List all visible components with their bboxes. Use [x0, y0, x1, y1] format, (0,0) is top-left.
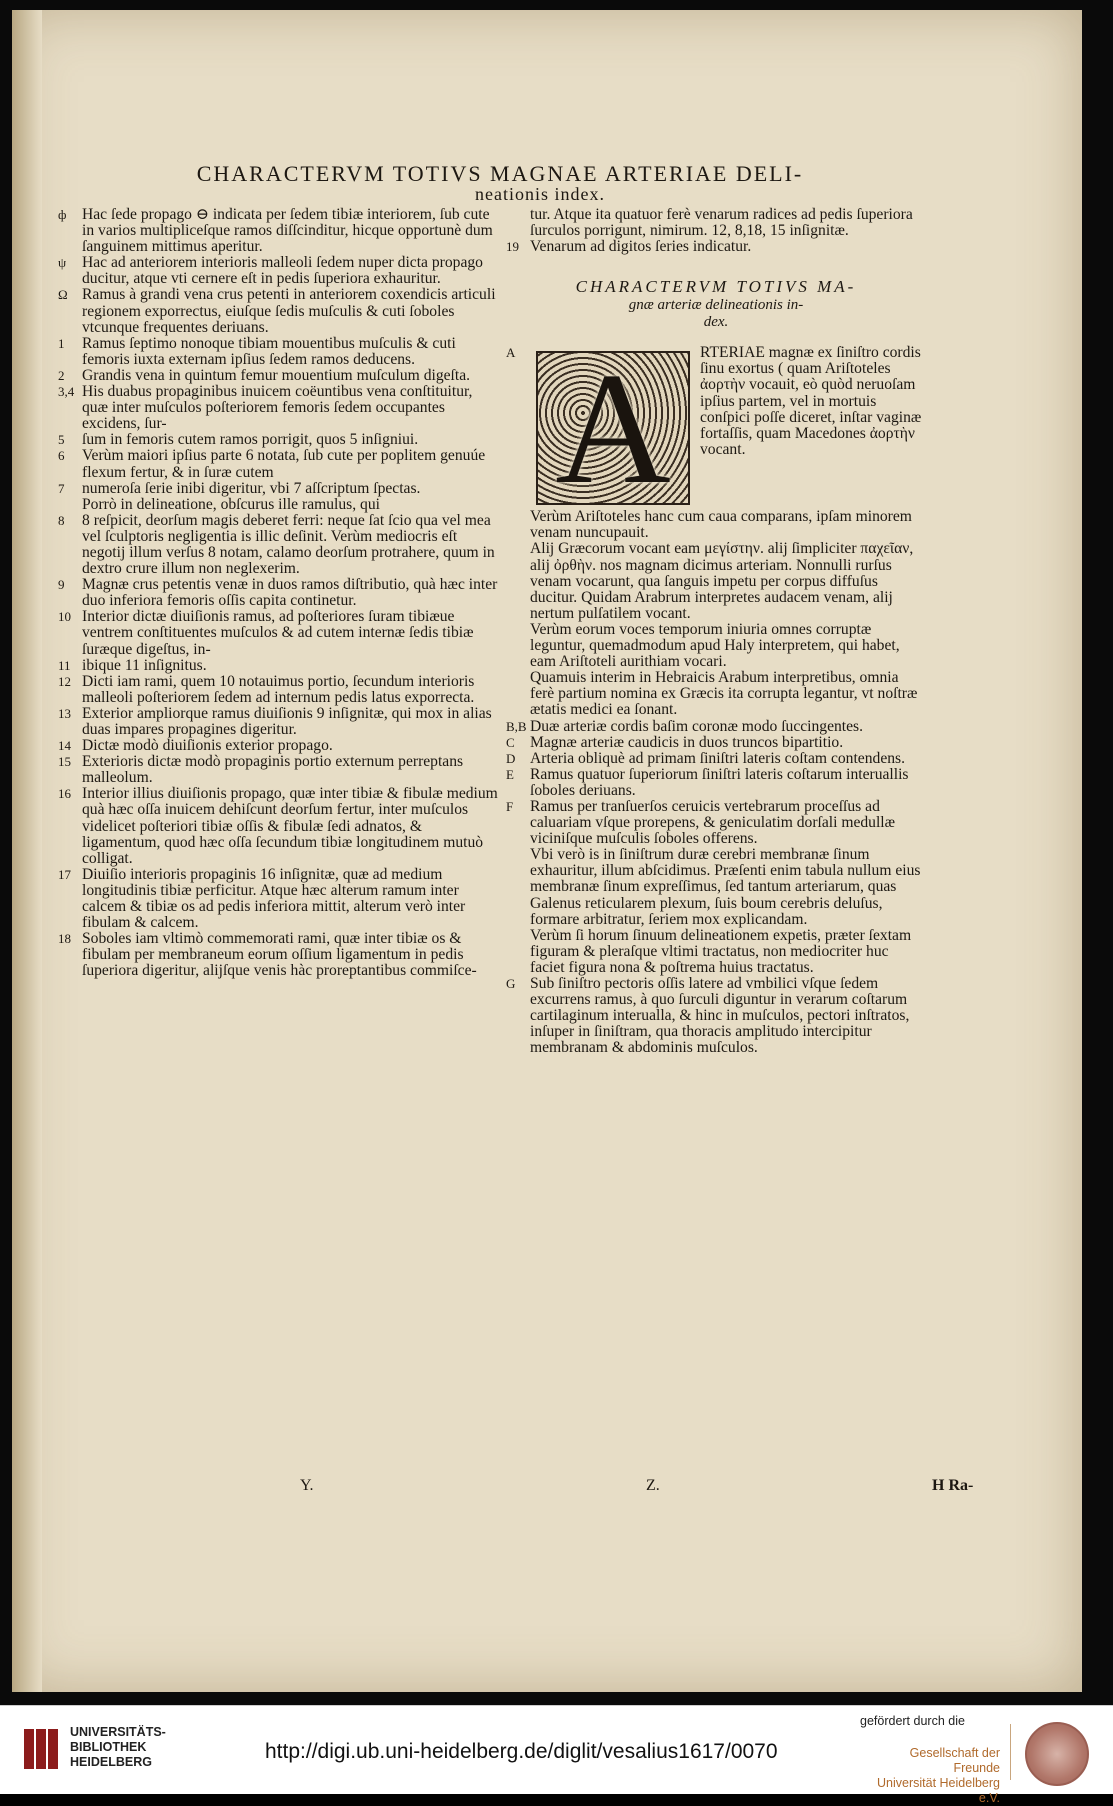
- right-column: [506, 207, 926, 1056]
- entry-label: 3,4: [58, 384, 75, 400]
- entry-text: Diuiſio interioris propaginis 16 inſignitæ, quæ ad medium longitudinis tibiæ perficitur. Atque hæc alterum ramum inter calcem & tibiæ os ad pedis inferiora mittit, alterum verò inter fibulam & calcem.: [82, 865, 466, 932]
- section-heading-line3: dex.: [703, 314, 729, 331]
- legend-entry: [58, 448, 498, 480]
- legend-entry: [58, 513, 498, 577]
- item-label: 19: [506, 239, 519, 255]
- legend-entry: [506, 847, 926, 927]
- entry-label: 7: [58, 480, 65, 496]
- entry-text: Exterior ampliorque ramus diuiſionis 9 inſignitæ, qui mox in alias duas impares propagines digeritur.: [82, 704, 492, 738]
- entry-label: C: [506, 734, 515, 750]
- university-seal-icon: [1025, 1722, 1089, 1786]
- entry-label: 15: [58, 754, 71, 770]
- continuation-paragraph: tur. Atque ita quatuor ferè venarum radices ad pedis ſuperiora ſurculos porrigunt, nimirum. 12, 8,18, 15 inſignitæ.: [530, 206, 913, 240]
- entry-text: Hac ſede propago ⊖ indicata per ſedem tibiæ interiorem, ſub cute in varios multipliceſque ramos diſſcinditur, hicque opportunè dum ſanguinem mittimus aperitur.: [82, 206, 493, 256]
- entry-text: Exterioris dictæ modò propaginis portio externum perreptans malleolum.: [82, 753, 464, 787]
- legend-entry: [58, 706, 498, 738]
- library-logo-text: [70, 1725, 166, 1770]
- left-signature: Y.: [300, 1477, 314, 1494]
- entry-text: ibique 11 inſignitus.: [82, 656, 207, 674]
- entry-label: 2: [58, 367, 65, 383]
- entry-text: Arteria obliquè ad primam ſiniſtri lateris coſtam contendens.: [530, 749, 906, 767]
- running-head-title: CHARACTERVM TOTIVS MAGNAE ARTERIAE DELI-: [196, 161, 804, 186]
- entry-text: Vbi verò is in ſiniſtrum duræ cerebri membranæ ſinum exhauritur, illum abſcidimus. Præſenti enim tabula nullum eius membranæ ſinum expreſſimus, ſed tantum arteriarum, quas Galenus reticularem plexum, ſuis boum cerebris deluſus, formare arbitratur, ſeriem mox explicandam.: [530, 846, 921, 928]
- legend-entry: [58, 674, 498, 706]
- page-gutter: [12, 10, 42, 1692]
- entry-label: ф: [58, 207, 67, 222]
- entry-text: ſum in femoris cutem ramos porrigit, quos 5 inſigniui.: [82, 431, 419, 449]
- legend-entry: [58, 754, 498, 786]
- item-label: A: [506, 345, 516, 361]
- legend-entry: [58, 255, 498, 287]
- entry-text: Grandis vena in quintum femur mouentium muſculum digeſta.: [82, 366, 471, 384]
- entry-label: 18: [58, 931, 71, 947]
- legend-entry: [506, 719, 926, 735]
- entry-text: numeroſa ſerie inibi digeritur, vbi 7 aſſcriptum ſpectas.: [82, 479, 421, 497]
- entry-text: Ramus quatuor ſuperiorum ſiniſtri lateris coſtarum interuallis ſoboles deriuans.: [530, 765, 909, 799]
- legend-entry: [58, 931, 498, 979]
- entry-text: Interior dictæ diuiſionis ramus, ad poſteriores ſuram tibiæue ventrem conſtituentes muſculos & ad cutem internæ ſedis tibiæ ſuræque digeſtus, in-: [82, 608, 474, 658]
- entry-label: 1: [58, 335, 65, 351]
- legend-entry: [58, 432, 498, 448]
- legend-entry: [58, 287, 498, 335]
- legend-entry: [58, 336, 498, 368]
- entry-text: Verùm ſi horum ſinuum delineationem expetis, præter ſextam figuram & pleraſque vltimi tractatus, non mediocriter huc faciet figura nona & poſtrema huius tractatus.: [530, 926, 912, 976]
- legend-entry: [506, 799, 926, 847]
- right-entries: [506, 719, 926, 1057]
- paragraph: Quamuis interim in Hebraicis Arabum interpretibus, omnia ferè partium nomina ex Græcis ita corrupta legantur, vt noſtræ ætatis medici ea ſonant.: [530, 669, 918, 719]
- legend-entry: [58, 867, 498, 931]
- entry-text: Duæ arteriæ cordis baſim coronæ modo ſuccingentes.: [530, 717, 864, 735]
- entry-label: 10: [58, 609, 71, 625]
- sponsor-name[interactable]: [860, 1746, 1000, 1806]
- entry-text: Soboles iam vltimò commemorati rami, quæ inter tibiæ os & fibulam per membraneum eorum oſſium ligamentum in pedis ſuperiora digeritur, alijſque venis hàc proreptantibus commiſce-: [82, 930, 477, 980]
- legend-entry: [506, 751, 926, 767]
- legend-entry: [506, 767, 926, 799]
- legend-entry: [58, 738, 498, 754]
- entry-text: Verùm maiori ipſius parte 6 notata, ſub cute per poplitem genuúe flexum fertur, & in ſuræ cutem: [82, 447, 486, 481]
- entry-label: 11: [58, 657, 71, 673]
- legend-entry: [58, 384, 498, 432]
- paragraph: Alij Græcorum vocant eam μεγίστην. alij ſimpliciter παχεῖαν, alij ὀρθὴν. nos magnam dicimus arteriam. Nonnulli rurſus venam vocarunt, qua ſanguis impetu per corpus diffuſus ducitur. Quidam Arabrum interpretes audacem venam, alij nertum pulſatilem vocant.: [530, 540, 914, 622]
- sponsor-line: Gesellschaft der Freunde: [909, 1746, 1000, 1775]
- legend-entry: [58, 207, 498, 255]
- legend-entry: [58, 786, 498, 866]
- entry-label: G: [506, 976, 516, 991]
- legend-entry: [506, 928, 926, 976]
- entry-text: Hac ad anteriorem interioris malleoli ſedem nuper dicta propago ducitur, atque vti cernere eſt in pedis ſuperiora exhauritur.: [82, 254, 483, 288]
- entry-label: 14: [58, 738, 71, 754]
- entry-text: Dictæ modò diuiſionis exterior propago.: [82, 737, 333, 755]
- left-column: [58, 207, 498, 980]
- entry-text: 8 reſpicit, deorſum magis deberet ferri: neque ſat ſcio qua vel mea vel ſculptoris negligentia is illic deſinit. Verùm mediocris eſt negotij illum verſus 8 notam, calamo deorſum protrahere, quum in dextro crure illum non neglexerim.: [82, 511, 495, 578]
- footer-bar: [0, 1705, 1113, 1805]
- paragraph: Verùm eorum voces temporum iniuria omnes corruptæ leguntur, quemadmodum apud Haly interpretem, qui habet, eam Ariſtoteli aurithiam vocari.: [530, 620, 900, 671]
- legend-entry: [506, 976, 926, 1056]
- entry-text: Ramus per tranſuerſos ceruicis vertebrarum proceſſus ad caluariam vſque prorepens, & geniculatim dorſali medullæ viciniſque muſculis ſoboles offerens.: [530, 797, 896, 848]
- entry-A: A A RTERIAE magnæ ex ſiniſtro cordis ſinu exortus ( quam Ariſtoteles ἀορτὴν vocauit, eò quòd neruoſam ipſius partem, vel in mortuis conſpici poſſe diceret, inſtar vaginæ fortaſſis, quam Macedones ἀορτὴν vocant.: [506, 339, 922, 518]
- legend-entry: [506, 735, 926, 751]
- section-heading: CHARACTERVM TOTIVS MA-: [575, 277, 857, 297]
- entry-text: Ramus ſeptimo nonoque tibiam mouentibus muſculis & cuti femoris iuxta externam ipſius ſedem ramos deducens.: [82, 334, 456, 368]
- entry-text: Dicti iam rami, quem 10 notauimus portio, ſecundum interioris malleoli poſteriorem ſedem ad internum pedis latus exporrecta.: [82, 672, 475, 706]
- entry-label: 8: [58, 512, 65, 528]
- entry-label: ψ: [58, 255, 67, 271]
- divider: [1010, 1724, 1011, 1780]
- entry-label: D: [506, 750, 516, 766]
- entry-label: B,B: [506, 718, 527, 734]
- legend-entry: [58, 609, 498, 657]
- entry-label: 17: [58, 866, 71, 882]
- entry-label: 6: [58, 448, 65, 464]
- entry-label: E: [506, 766, 514, 782]
- entry-text: His duabus propaginibus inuicem coëuntibus vena conſtituitur, quæ inter muſculos poſteriorem femoris ſedem occupantes excidens, ſur-: [82, 383, 473, 433]
- item-19: 19 Venarum ad digitos ſeries indicatur.: [506, 238, 752, 256]
- legend-entry: [58, 481, 498, 497]
- entry-label: 9: [58, 577, 65, 593]
- entry-label: 13: [58, 705, 71, 721]
- legend-entry: [58, 658, 498, 674]
- entry-label: 5: [58, 432, 65, 448]
- entry-text: Magnæ crus petentis venæ in duos ramos diſtributio, quà hæc inter duo inferiora femoris oſſis capita continetur.: [82, 576, 498, 610]
- entry-text: Interior illius diuiſionis propago, quæ inter tibiæ & fibulæ medium quà hæc oſſa inuicem dehiſcunt deorſum fertur, inter muſculos videlicet poſteriori tibiæ oſſis & fibulæ ſedi adnatos, & ligamentum, quod hæc oſſa ſecundum tibiæ longitudinem mutuò colligat.: [82, 785, 498, 867]
- entry-label: F: [506, 798, 514, 814]
- section-heading-line2: gnæ arteriæ delineationis in-: [628, 297, 804, 314]
- legend-entry: [58, 577, 498, 609]
- entry-text: Ramus à grandi vena crus petenti in anteriorem coxendicis articuli regionem exporrectus, eiuſque ſedis muſculis & cuti ſoboles vtcunque frequentes deriuans.: [82, 286, 496, 336]
- logo-line: UNIVERSITÄTS-: [70, 1725, 166, 1739]
- paragraph: Verùm Ariſtoteles hanc cum caua comparans, ipſam minorem venam nuncupauit.: [530, 508, 912, 542]
- library-logo-icon: [22, 1727, 60, 1771]
- sponsor-line: Universität Heidelberg e.V.: [877, 1776, 1000, 1805]
- legend-entry: [58, 368, 498, 384]
- permalink-url[interactable]: http://digi.ub.uni-heidelberg.de/diglit/vesalius1617/0070: [265, 1740, 778, 1763]
- entry-label: Ω: [58, 287, 68, 303]
- funded-by-text: gefördert durch die: [860, 1714, 965, 1728]
- catchword: H Ra-: [932, 1477, 974, 1494]
- entry-label: 12: [58, 673, 71, 689]
- entry-text: Sub ſiniſtro pectoris oſſis latere ad vmbilici vſque ſedem excurrens ramus, à quo ſurculi diguntur in verarum coſtarum cartilaginum interualla, & hinc in muſculos, pectori inſtratos, inſuper in ſiniſtram, qua thoracis amplitudo intercipitur membranam & abdominis muſculos.: [530, 975, 910, 1057]
- entry-text: Porrò in delineatione, obſcurus ille ramulus, qui: [82, 495, 380, 513]
- entry-label: 16: [58, 786, 71, 802]
- entry-text: Magnæ arteriæ caudicis in duos truncos bipartitio.: [530, 733, 844, 751]
- logo-line: HEIDELBERG: [70, 1755, 152, 1769]
- legend-entry: [58, 497, 498, 513]
- decorated-initial-icon: A: [536, 351, 690, 505]
- running-head-subtitle: neationis index.: [475, 184, 605, 204]
- right-signature: Z.: [646, 1477, 660, 1494]
- logo-line: BIBLIOTHEK: [70, 1740, 147, 1754]
